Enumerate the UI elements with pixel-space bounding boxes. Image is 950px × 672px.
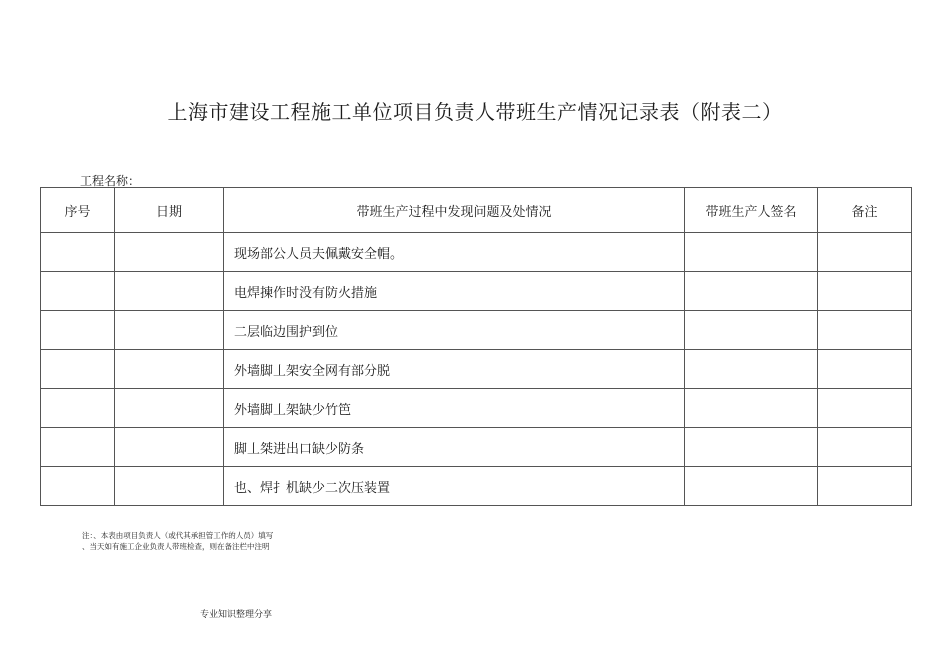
table-row: [41, 233, 912, 272]
remarks-cell: [818, 272, 912, 311]
table-row: [41, 389, 912, 428]
remarks-cell: [818, 233, 912, 272]
table-row: [41, 467, 912, 506]
remarks-cell: [818, 389, 912, 428]
signature-cell: [685, 311, 818, 350]
signature-cell: [685, 428, 818, 467]
table-row: [41, 272, 912, 311]
remarks-cell: [818, 311, 912, 350]
signature-cell: [685, 233, 818, 272]
signature-cell: [685, 350, 818, 389]
seq-cell: [41, 389, 115, 428]
column-header-issues: 带班生产过程中发现问题及处情况: [224, 188, 685, 233]
date-cell: [115, 233, 224, 272]
record-table: [40, 187, 912, 506]
issue-cell: 脚丄桀进出口缺少防条: [224, 428, 685, 467]
table-row: [41, 428, 912, 467]
remarks-cell: [818, 428, 912, 467]
issue-cell: 外墙脚丄架缺少竹笆: [224, 389, 685, 428]
table-row: [41, 311, 912, 350]
issue-cell: 外墙脚丄架安全网有部分脱: [224, 350, 685, 389]
seq-cell: [41, 311, 115, 350]
column-header-date: 日期: [115, 188, 224, 233]
note-line: 注：、本表由项目负责人（或代其承担管工作的人员）填写: [82, 531, 274, 540]
date-cell: [115, 272, 224, 311]
date-cell: [115, 389, 224, 428]
table-row: [41, 350, 912, 389]
seq-cell: [41, 467, 115, 506]
date-cell: [115, 311, 224, 350]
issue-cell: 二层临边围护到位: [224, 311, 685, 350]
table-header-row: [41, 188, 912, 233]
project-name-label: 工程名称：: [80, 174, 141, 188]
signature-cell: [685, 389, 818, 428]
issue-cell: 电焊揀作时没有防火措施: [224, 272, 685, 311]
column-header-signature: 带班生产人签名: [685, 188, 818, 233]
note-line: 、当天如有施工企业负责人带班检查，则在备注栏中注明: [82, 541, 270, 551]
seq-cell: [41, 272, 115, 311]
issue-cell: 也、焊扌机缺少二次压装置: [224, 467, 685, 506]
column-header-seq: 序号: [41, 188, 115, 233]
remarks-cell: [818, 467, 912, 506]
signature-cell: [685, 467, 818, 506]
table-notes: [82, 531, 273, 552]
seq-cell: [41, 350, 115, 389]
date-cell: [115, 350, 224, 389]
signature-cell: [685, 272, 818, 311]
seq-cell: [41, 233, 115, 272]
date-cell: [115, 428, 224, 467]
page-title: 上海市建设工程施工单位项目负责人带班生产情况记录表（附表二）: [167, 100, 783, 124]
page-footer: 专业知识整理分享: [200, 610, 273, 620]
column-header-remarks: 备注: [818, 188, 912, 233]
date-cell: [115, 467, 224, 506]
seq-cell: [41, 428, 115, 467]
remarks-cell: [818, 350, 912, 389]
issue-cell: 现场部公人员夫佩戴安全帽。: [224, 233, 685, 272]
